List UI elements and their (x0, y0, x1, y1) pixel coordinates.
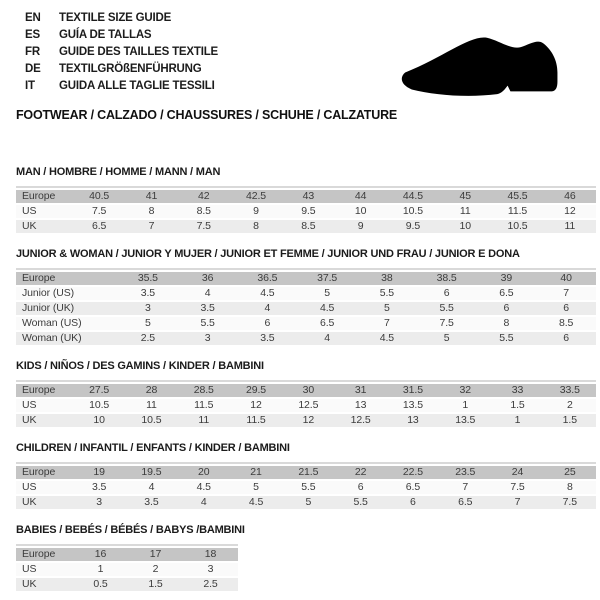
size-value: 12.5 (298, 399, 319, 411)
language-title: GUÍA DE TALLAS (59, 29, 152, 41)
size-value: 5.5 (200, 317, 215, 329)
table-row (16, 496, 596, 509)
size-value: 2.5 (140, 332, 156, 344)
table-row (16, 466, 596, 479)
size-value: 6.5 (405, 481, 421, 493)
table-row (16, 332, 596, 345)
size-value: 6 (563, 302, 569, 314)
row-label: Europe (22, 190, 56, 202)
size-value: 45.5 (507, 190, 528, 202)
size-value: 7.5 (92, 205, 107, 217)
size-value: 0.5 (93, 578, 108, 590)
size-value: 11 (459, 205, 471, 217)
size-value: 2 (566, 399, 573, 411)
row-label: Woman (US) (22, 317, 82, 329)
table-row (16, 317, 596, 330)
size-value: 45 (459, 190, 471, 202)
language-row (25, 27, 218, 44)
size-section (16, 166, 596, 233)
size-value: 28.5 (193, 384, 214, 396)
table-row (16, 205, 596, 218)
size-section (16, 442, 596, 509)
table-row (16, 384, 596, 397)
section-title: BABIES / BEBÉS / BÉBÉS / BABYS /BAMBINI (16, 524, 245, 536)
size-value: 6 (563, 332, 569, 344)
language-row (25, 61, 218, 78)
table-row (16, 220, 596, 233)
size-value: 8 (566, 481, 573, 493)
size-value: 13 (354, 399, 367, 411)
language-row (25, 78, 218, 95)
size-value: 7 (462, 481, 469, 493)
size-value: 7 (384, 317, 390, 329)
size-value: 7.5 (562, 496, 577, 508)
size-value: 6 (443, 287, 450, 299)
language-title: GUIDA ALLE TAGLIE TESSILI (59, 80, 215, 92)
size-value: 7.5 (196, 220, 211, 232)
size-value: 33.5 (559, 384, 580, 396)
size-value: 8 (148, 205, 155, 217)
size-value: 6.5 (92, 220, 107, 232)
size-value: 30 (302, 384, 315, 396)
size-table (16, 186, 596, 233)
size-value: 7 (563, 287, 569, 299)
size-value: 4.5 (260, 287, 275, 299)
size-value: 5.5 (499, 332, 514, 344)
size-value: 44.5 (402, 190, 423, 202)
size-value: 40.5 (89, 190, 110, 202)
size-value: 8.5 (196, 205, 211, 217)
size-value: 5 (324, 287, 330, 299)
size-table (16, 544, 238, 591)
size-value: 38 (381, 272, 393, 284)
size-sections (16, 166, 596, 600)
size-value: 11.5 (507, 205, 528, 217)
size-value: 7 (514, 496, 521, 508)
table-row (16, 481, 596, 494)
size-value: 20 (198, 466, 210, 478)
size-value: 1.5 (148, 578, 163, 590)
language-title: TEXTILE SIZE GUIDE (59, 12, 172, 24)
size-value: 7.5 (510, 481, 525, 493)
language-code: ES (25, 29, 40, 41)
size-value: 24 (511, 466, 524, 478)
row-label: US (22, 399, 37, 411)
size-value: 3.5 (144, 496, 159, 508)
size-value: 5 (253, 481, 259, 493)
size-value: 9 (253, 205, 259, 217)
language-title: GUIDE DES TAILLES TEXTILE (59, 46, 218, 58)
row-label: Woman (UK) (22, 332, 82, 344)
row-label: Europe (22, 466, 56, 478)
size-value: 19.5 (141, 466, 162, 478)
row-label: US (22, 205, 37, 217)
row-label: UK (22, 578, 37, 590)
size-value: 12 (302, 414, 315, 426)
size-value: 10 (459, 220, 471, 232)
language-code: IT (25, 80, 35, 92)
size-value: 4 (204, 287, 211, 299)
table-row (16, 272, 596, 285)
size-value: 13.5 (402, 399, 423, 411)
language-row (25, 44, 218, 61)
size-value: 11.5 (246, 414, 266, 426)
size-table (16, 380, 596, 427)
section-title: MAN / HOMBRE / HOMME / MANN / MAN (16, 166, 221, 178)
size-value: 39 (500, 272, 513, 284)
table-row (16, 563, 238, 576)
shoe-icon (392, 18, 580, 112)
size-value: 10.5 (89, 399, 110, 411)
size-value: 36 (201, 272, 214, 284)
row-label: Europe (22, 384, 56, 396)
row-label: UK (22, 220, 37, 232)
row-label: UK (22, 414, 37, 426)
table-row (16, 302, 596, 315)
size-value: 3 (204, 332, 211, 344)
size-value: 7.5 (439, 317, 454, 329)
section-title: CHILDREN / INFANTIL / ENFANTS / KINDER / BAMBINI (16, 442, 290, 454)
size-value: 10 (354, 205, 367, 217)
row-label: US (22, 563, 37, 575)
size-value: 43 (302, 190, 315, 202)
size-value: 3.5 (200, 302, 215, 314)
size-value: 8.5 (301, 220, 316, 232)
size-value: 31 (354, 384, 367, 396)
size-value: 1 (514, 414, 521, 426)
row-label: Europe (22, 548, 56, 560)
size-value: 4 (200, 496, 207, 508)
row-label: Junior (US) (22, 287, 74, 299)
size-value: 4.5 (196, 481, 211, 493)
size-value: 25 (564, 466, 576, 478)
size-value: 6 (503, 302, 510, 314)
size-value: 9.5 (301, 205, 316, 217)
size-value: 11 (564, 220, 576, 232)
row-label: Junior (UK) (22, 302, 74, 314)
size-value: 22.5 (402, 466, 423, 478)
size-value: 3 (207, 563, 214, 575)
row-label: Europe (22, 272, 56, 284)
size-value: 5 (305, 496, 312, 508)
size-value: 9.5 (405, 220, 421, 232)
size-value: 23.5 (455, 466, 476, 478)
size-value: 10.5 (507, 220, 528, 232)
size-value: 4.5 (248, 496, 264, 508)
size-value: 21 (250, 466, 262, 478)
size-value: 3 (96, 496, 103, 508)
size-value: 10.5 (141, 414, 162, 426)
size-value: 27.5 (89, 384, 110, 396)
table-row (16, 548, 238, 561)
size-value: 11 (146, 399, 157, 411)
size-value: 12.5 (350, 414, 371, 426)
language-code: EN (25, 12, 41, 24)
size-table (16, 462, 596, 509)
table-row (16, 578, 238, 591)
size-value: 33 (511, 384, 524, 396)
size-value: 6.5 (319, 317, 335, 329)
size-value: 6 (410, 496, 416, 508)
size-value: 12 (250, 399, 262, 411)
size-value: 12 (564, 205, 576, 217)
size-value: 6.5 (458, 496, 473, 508)
size-value: 42 (198, 190, 210, 202)
table-row (16, 414, 596, 427)
section-title: JUNIOR & WOMAN / JUNIOR Y MUJER / JUNIOR ET FEMME / JUNIOR UND FRAU / JUNIOR E DONA (16, 248, 520, 260)
size-value: 4.5 (379, 332, 395, 344)
size-value: 4 (324, 332, 330, 344)
size-value: 16 (94, 548, 107, 560)
row-label: UK (22, 496, 37, 508)
size-value: 1.5 (510, 399, 525, 411)
row-label: US (22, 481, 37, 493)
size-value: 32 (459, 384, 471, 396)
size-section (16, 248, 596, 345)
size-value: 22 (354, 466, 367, 478)
size-value: 1 (97, 563, 104, 575)
size-value: 42.5 (246, 190, 267, 202)
size-value: 5.5 (439, 302, 454, 314)
size-value: 2.5 (203, 578, 218, 590)
size-value: 11 (198, 414, 210, 426)
table-row (16, 399, 596, 412)
size-value: 3 (145, 302, 151, 314)
language-row (25, 10, 218, 27)
size-value: 5.5 (353, 496, 368, 508)
language-title: TEXTILGRÖßENFÜHRUNG (59, 63, 202, 75)
size-value: 46 (564, 190, 576, 202)
size-value: 10 (93, 414, 105, 426)
size-value: 37.5 (317, 272, 338, 284)
size-value: 6 (357, 481, 364, 493)
size-value: 5.5 (301, 481, 316, 493)
table-row (16, 287, 596, 300)
language-code: DE (25, 63, 41, 75)
size-value: 38.5 (436, 272, 457, 284)
size-value: 29.5 (246, 384, 267, 396)
size-section (16, 524, 596, 591)
size-value: 4 (148, 481, 155, 493)
size-value: 21.5 (298, 466, 319, 478)
category-line: FOOTWEAR / CALZADO / CHAUSSURES / SCHUHE / CALZATURE (16, 108, 398, 122)
table-row (16, 190, 596, 203)
size-value: 1 (462, 399, 469, 411)
size-value: 5 (443, 332, 450, 344)
size-value: 3.5 (92, 481, 107, 493)
size-value: 41 (145, 190, 158, 202)
size-value: 4 (264, 302, 271, 314)
size-value: 6.5 (499, 287, 514, 299)
size-value: 28 (145, 384, 158, 396)
size-value: 31.5 (402, 384, 423, 396)
size-value: 2 (152, 563, 159, 575)
size-value: 5 (145, 317, 151, 329)
size-value: 8.5 (558, 317, 574, 329)
size-value: 1.5 (562, 414, 577, 426)
size-value: 17 (149, 548, 162, 560)
size-value: 35.5 (137, 272, 158, 284)
language-code: FR (25, 46, 40, 58)
size-value: 18 (204, 548, 217, 560)
size-value: 6 (264, 317, 271, 329)
size-value: 44 (354, 190, 367, 202)
size-value: 7 (148, 220, 155, 232)
size-value: 13 (407, 414, 419, 426)
size-value: 11.5 (194, 399, 214, 411)
size-value: 9 (357, 220, 364, 232)
size-value: 8 (503, 317, 510, 329)
size-section (16, 360, 596, 427)
size-value: 19 (93, 466, 105, 478)
size-value: 10.5 (402, 205, 423, 217)
size-value: 40 (560, 272, 572, 284)
size-value: 3.5 (140, 287, 156, 299)
size-value: 4.5 (319, 302, 335, 314)
size-table (16, 268, 596, 345)
size-value: 5 (384, 302, 390, 314)
size-value: 8 (253, 220, 259, 232)
language-list (25, 10, 218, 95)
size-value: 5.5 (379, 287, 395, 299)
size-value: 3.5 (260, 332, 275, 344)
size-value: 36.5 (257, 272, 278, 284)
size-value: 13.5 (455, 414, 476, 426)
section-title: KIDS / NIÑOS / DES GAMINS / KINDER / BAMBINI (16, 360, 264, 372)
